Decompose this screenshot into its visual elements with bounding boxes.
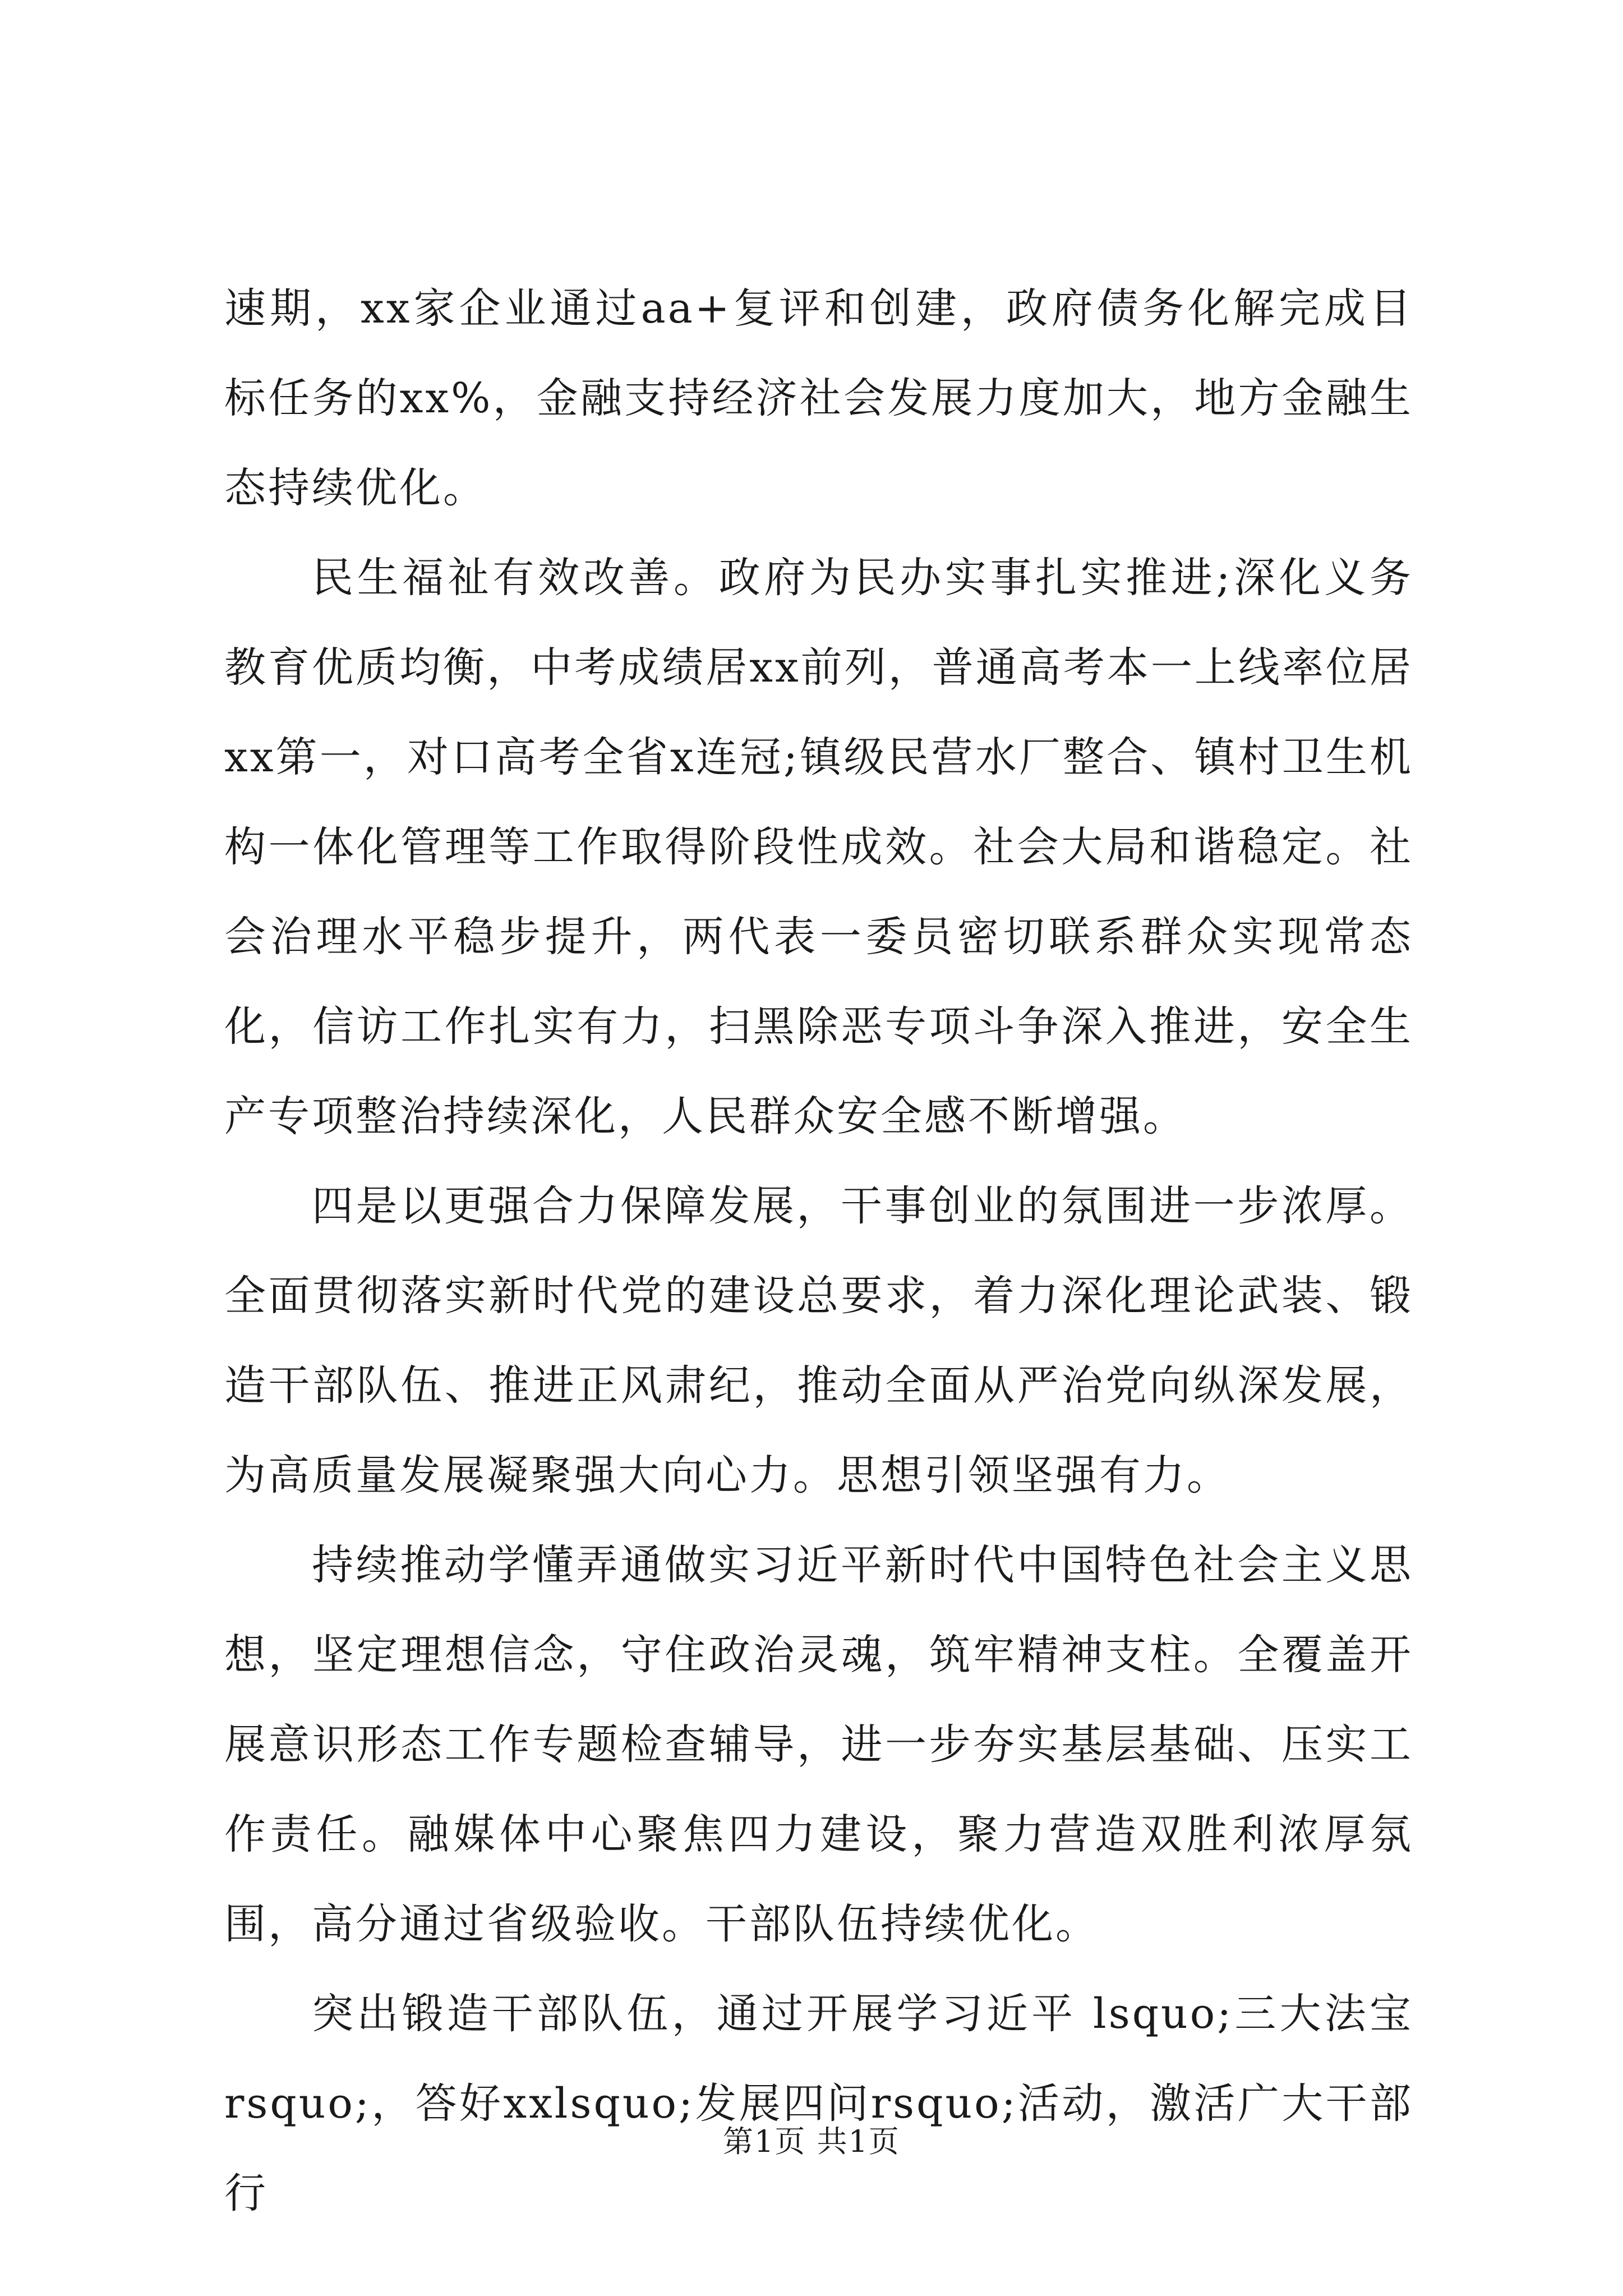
paragraph-4: 持续推动学懂弄通做实习近平新时代中国特色社会主义思想，坚定理想信念，守住政治灵魂，筑牢精神支柱。全覆盖开展意识形态工作专题检查辅导，进一步夯实基层基础、压实工作责任。融媒体中心聚焦四力建设，聚力营造双胜利浓厚氛围，高分通过省级验收。干部队伍持续优化。 [224, 1541, 1413, 1948]
paragraph-3: 四是以更强合力保障发展，干事创业的氛围进一步浓厚。全面贯彻落实新时代党的建设总要求，着力深化理论武装、锻造干部队伍、推进正风肃纪，推动全面从严治党向纵深发展，为高质量发展凝聚强大向心力。思想引领坚强有力。 [224, 1182, 1413, 1499]
document-body [224, 264, 1413, 2238]
paragraph-5: 突出锻造干部队伍，通过开展学习近平 lsquo;三大法宝 rsquo;，答好xxlsquo;发展四问rsquo;活动，激活广大干部行 [224, 1990, 1413, 2217]
paragraph-2: 民生福祉有效改善。政府为民办实事扎实推进;深化义务教育优质均衡，中考成绩居xx前列，普通高考本一上线率位居xx第一，对口高考全省x连冠;镇级民营水厂整合、镇村卫生机构一体化管理等工作取得阶段性成效。社会大局和谐稳定。社会治理水平稳步提升，两代表一委员密切联系群众实现常态化，信访工作扎实有力，扫黑除恶专项斗争深入推进，安全生产专项整治持续深化，人民群众安全感不断增强。 [224, 554, 1413, 1140]
paragraph-1: 速期，xx家企业通过aa+复评和创建，政府债务化解完成目标任务的xx%，金融支持经济社会发展力度加大，地方金融生态持续优化。 [224, 284, 1413, 512]
page-footer: 第1页 共1页 [723, 2124, 900, 2159]
